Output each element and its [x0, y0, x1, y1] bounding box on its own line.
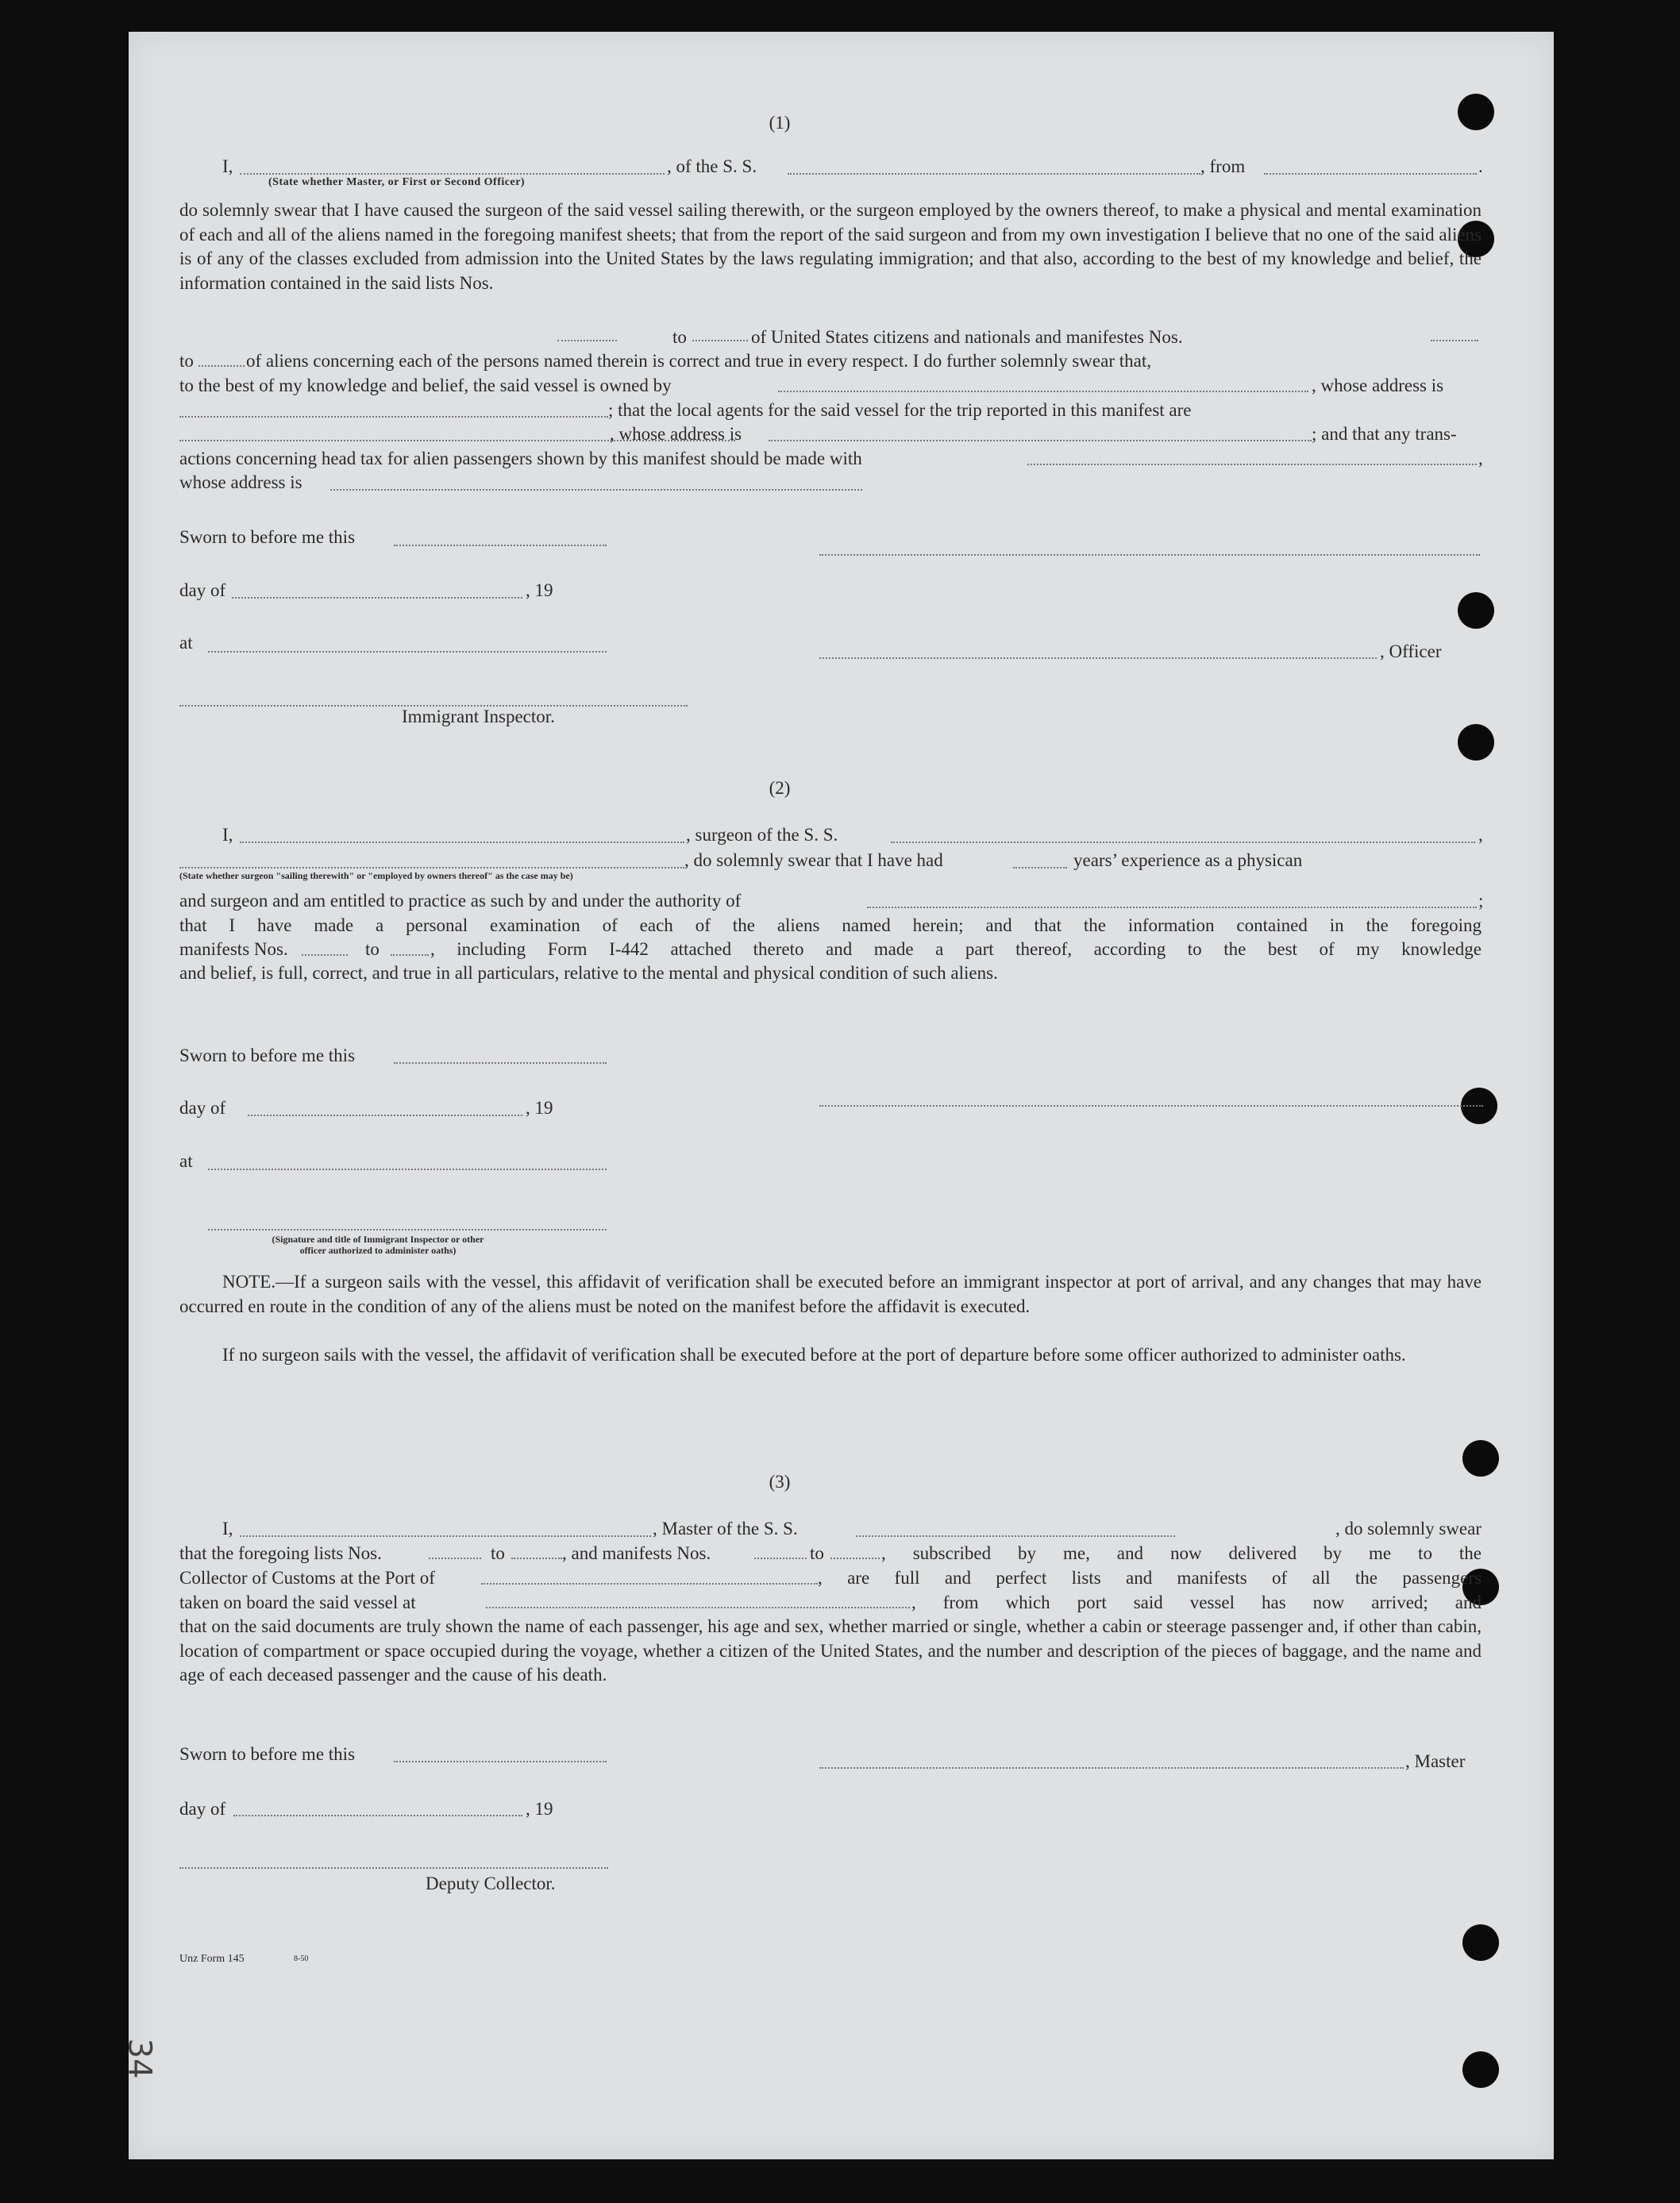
s3-taken-on-board: taken on board the said vessel at [179, 1593, 416, 1612]
section-3-number: (3) [769, 1472, 791, 1492]
s1-address-3: whose address is [179, 472, 302, 492]
s2-nineteen: , 19 [526, 1098, 553, 1118]
surgeon-note: (State whether surgeon "sailing therewith" or "employed by owners thereof" as the case may be) [179, 870, 573, 881]
s3-paragraph: that on the said documents are truly shown the name of each passenger, his age and sex, whether married or single, whether a cabin or steerage passenger and, if other than cabin, location of compartment or space occupied during the voyage, whether a citizen of the United States, and the number and description of the pieces of baggage, and the name and age of each deceased passenger and the cause of his death. [179, 1616, 1482, 1685]
s1-local-agents: ; that the local agents for the said vessel for the trip reported in this manifest are [608, 400, 1192, 420]
s1-inspector: Immigrant Inspector. [402, 707, 555, 726]
s3-sworn: Sworn to before me this [179, 1744, 356, 1764]
s2-manifests-to: to [365, 939, 380, 959]
s1-citizens: of United States citizens and nationals and manifestes Nos. [751, 327, 1183, 347]
s1-nineteen: , 19 [526, 580, 553, 600]
punch-hole [1458, 592, 1494, 629]
s2-authority: and surgeon and am entitled to practice as such by and under the authority of [179, 891, 742, 911]
margin-number: 34 [121, 2038, 158, 2079]
s3-subscribed: , subscribed by me, and now delivered by me to the [881, 1543, 1482, 1563]
s2-sworn: Sworn to before me this [179, 1046, 356, 1065]
s3-day-of: day of [179, 1799, 226, 1819]
s1-address-1: , whose address is [1312, 376, 1444, 395]
punch-hole [1458, 724, 1494, 761]
punch-hole [1462, 1924, 1499, 1961]
s3-lists-nos: that the foregoing lists Nos. [179, 1543, 382, 1563]
form-number: Unz Form 145 [179, 1953, 245, 1965]
s3-full-perfect: , are full and perfect lists and manifests of all the passengers [818, 1568, 1482, 1588]
s2-solemnly: , do solemnly swear that I have had [684, 850, 943, 870]
s1-from: , from [1200, 156, 1246, 176]
s1-sworn: Sworn to before me this [179, 527, 356, 547]
s2-surgeon-of-ss: , surgeon of the S. S. [686, 825, 838, 845]
signature-note-2: officer authorized to administer oaths) [299, 1245, 457, 1256]
s3-collector: Collector of Customs at the Port of [179, 1568, 435, 1588]
s2-note-2: If no surgeon sails with the vessel, the affidavit of verification shall be executed before at the port of departure before some officer authorized to administer oaths. [222, 1345, 1406, 1365]
signature-note-1: (Signature and title of Immigrant Inspector or other [272, 1234, 484, 1245]
s3-i: I, [222, 1519, 233, 1539]
s1-trans: ; and that any trans- [1312, 424, 1457, 444]
s2-day-of: day of [179, 1098, 226, 1118]
s1-row-to: to [179, 351, 194, 371]
section-2-number: (2) [769, 778, 791, 798]
s3-and-manifests: , and manifests Nos. [562, 1543, 711, 1563]
s1-address-2: , whose address is [610, 424, 742, 444]
s3-nineteen: , 19 [526, 1799, 553, 1819]
s1-i: I, [222, 156, 233, 176]
s2-years: years’ experience as a physican [1073, 850, 1303, 870]
s3-master-of-ss: , Master of the S. S. [653, 1519, 798, 1539]
s1-lists-to: to [672, 327, 687, 347]
officer-note: (State whether Master, or First or Second Officer) [268, 176, 526, 188]
s1-at: at [179, 633, 193, 653]
s1-actions: actions concerning head tax for alien passengers shown by this manifest should be made with [179, 449, 862, 468]
s1-aliens: of aliens concerning each of the persons named therein is correct and true in every respect. I do further solemnly swear that, [246, 351, 1151, 371]
document-page: (1) I, , of the S. S. , from . (State whether Master, or First or Second Officer) do solemnly swear that I have caused the surgeon of the said vessel sailing therewith, or the surgeon employed by the owners thereof, to make a physical and mental examination of each and all of the aliens named in the foregoing manifest sheets; that from the report of the said surgeon and from my own investigation I believe that no one of the said aliens is of any of the classes excluded from admission into the United States by the laws regulating immigration; and that also, according to the best of my knowledge and belief, the information contained in the said lists Nos. to of United States citizens and nationals and manifestes Nos. to of aliens concerning each of the persons named therein is correct and true in every respect. I do further solemnly swear that, to the best of my knowledge and belief, the said vessel is owned by , whose address is ; that the local agents for the said vessel for the trip reported in this manifest are , whose address is ; and that any trans- actions concerning head tax for alien passengers shown by this manifest should be made with , whose address is Sworn to before me this day of , 19 at , Officer Immigrant Inspector. (2) I, , surgeon of the S. S. , , do solemnly swear that I have had years’ experience as a physican (State whether surgeon "sailing therewith" or "employed by owners thereof" as the case may be) and surgeon and am entitled to practice as such by and under the authority of ; that I have made a personal examination of each of the aliens named herein; and that the information contained in the foregoing manifests Nos. to , including Form I-442 attached thereto and made a part thereof, according to the best of my knowledge and belief, is full, correct, and true in all particulars, relative to the mental and physical condition of such aliens. Sworn to before me this day of , 19 at (Signature and title of Immigrant Inspector or other officer authorized to administer oaths) NOTE.—If a surgeon sails with the vessel, this affidavit of verification shall be executed before an immigrant inspector at port of arrival, and any changes that may have occurred en route in the condition of any of the aliens must be noted on the manifest before the affidavit is executed. If no surgeon sails with the vessel, the affidavit of verification shall be executed before at the port of departure before some officer authorized to administer oaths. (3) I, , Master of the S. S. , do solemnly swear that the foregoing lists Nos. to , and manifests Nos. to , subscribed by me, and now delivered by me to the Collector of Customs at the Port of , are full and perfect lists and manifests of all the passengers taken on board the said vessel at , from which port said vessel has now arrived; and that on the said documents are truly shown the name of each passenger, his age and sex, whether married or single, whether a cabin or steerage passenger and, if other than cabin, location of compartment or space occupied during the voyage, whether a citizen of the United States, and the number and description of the pieces of baggage, and the name and age of each deceased passenger and the cause of his death. Sworn to before me this , Master day of , 19 Deputy Collector. Unz Form 145 8-50 34 [129, 32, 1554, 2159]
s2-belief: and belief, is full, correct, and true in all particulars, relative to the mental and physical condition of such aliens. [179, 963, 998, 983]
s3-deputy: Deputy Collector. [426, 1874, 556, 1893]
s3-master: , Master [1405, 1751, 1466, 1771]
s3-to2: to [810, 1543, 824, 1563]
s2-exam-line: that I have made a personal examination of each of the aliens named herein; and that the information contained in the foregoing [179, 915, 1482, 935]
s1-paragraph: do solemnly swear that I have caused the surgeon of the said vessel sailing therewith, or the surgeon employed by the owners thereof, to make a physical and mental examination of each and all of the aliens named in the foregoing manifest sheets; that from the report of the said surgeon and from my own investigation I believe that no one of the said aliens is of any of the classes excluded from admission into the United States by the laws regulating immigration; and that also, according to the best of my knowledge and belief, the information contained in the said lists Nos. [179, 200, 1482, 293]
punch-hole [1462, 1440, 1499, 1477]
s2-note-1: NOTE.—If a surgeon sails with the vessel, this affidavit of verification shall be executed before an immigrant inspector at port of arrival, and any changes that may have occurred en route in the condition of any of the aliens must be noted on the manifest before the affidavit is executed. [179, 1272, 1482, 1316]
punch-hole [1458, 94, 1494, 130]
form-date: 8-50 [294, 1955, 309, 1963]
s3-from-which: , from which port said vessel has now arrived; and [911, 1593, 1482, 1612]
s1-owned-by: to the best of my knowledge and belief, the said vessel is owned by [179, 376, 672, 395]
s1-officer: , Officer [1380, 641, 1442, 661]
s2-including: , including Form I-442 attached thereto and made a part thereof, according to the best of my knowledge [430, 939, 1482, 959]
s1-day-of: day of [179, 580, 226, 600]
s3-do-swear: , do solemnly swear [1335, 1519, 1482, 1539]
punch-hole [1462, 2051, 1499, 2088]
s3-to1: to [491, 1543, 505, 1563]
s1-of-ss: , of the S. S. [667, 156, 757, 176]
section-1-number: (1) [769, 113, 791, 133]
s2-at: at [179, 1151, 193, 1171]
s2-manifests: manifests Nos. [179, 939, 288, 959]
s2-i: I, [222, 825, 233, 845]
